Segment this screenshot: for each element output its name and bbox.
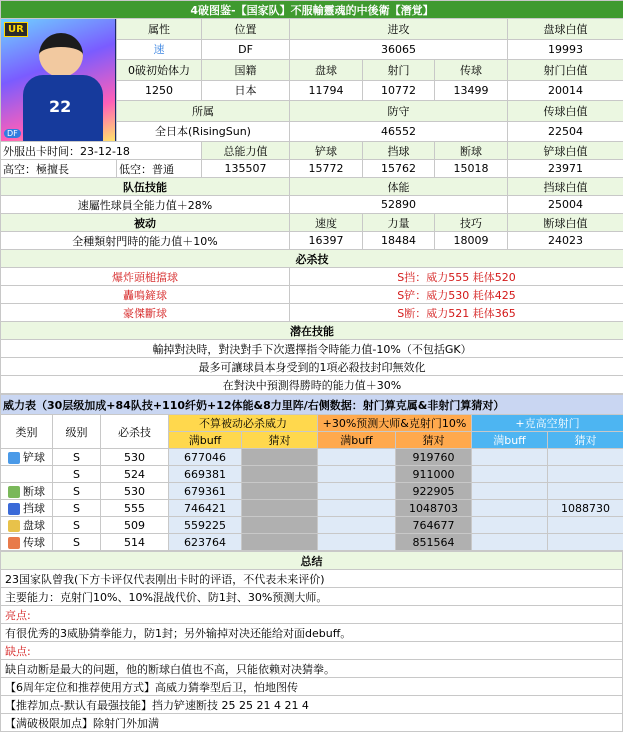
- special-skill-name: 豪傑斷球: [1, 304, 290, 322]
- label-tackle-base: 铲球白值: [508, 142, 623, 160]
- label-pass-base: 传球白值: [508, 101, 623, 122]
- value-tackle-base: 23971: [508, 160, 623, 178]
- cell-type-text: 断球: [23, 485, 45, 498]
- summary-header: 总结: [1, 552, 623, 570]
- cell-level-text: S: [73, 484, 80, 498]
- value-dribble: 11794: [290, 80, 363, 101]
- value-attribute: 速: [117, 39, 202, 60]
- cell-skill-power: [101, 466, 169, 483]
- cell-base-guess: [242, 517, 318, 534]
- cell-base-full-buff: [169, 449, 242, 466]
- value-intercept: 15018: [435, 160, 508, 178]
- card-title: 4破图鉴-【国家队】不服輸靈魂的中後衛【潛覚】: [1, 1, 623, 19]
- value-position: DF: [202, 39, 290, 60]
- value-block-base: 25004: [508, 196, 623, 214]
- sub-full-buff: 满buff: [318, 432, 396, 449]
- cell-high-full-buff: [472, 500, 548, 517]
- summary-line: 主要能力：克射门10%、10%混战代价、防1封、30%预测大师。: [1, 588, 623, 606]
- block-icon: [8, 520, 20, 532]
- cell-predict-full-buff: [318, 500, 396, 517]
- cell-level: [53, 483, 101, 500]
- cell-base-full-buff-text: 679361: [184, 484, 226, 498]
- cell-skill-power-text: 530: [124, 450, 145, 464]
- cell-high-guess-text: 1088730: [561, 501, 610, 515]
- value-block: 15762: [363, 160, 435, 178]
- label-dribble: 盘球: [290, 60, 363, 81]
- value-power: 18484: [363, 232, 435, 250]
- cell-type: [1, 466, 53, 483]
- cell-base-guess: [242, 483, 318, 500]
- cell-base-guess: [242, 534, 318, 551]
- label-technique: 技巧: [435, 214, 508, 232]
- cell-base-full-buff: [169, 517, 242, 534]
- power-row: [1, 449, 623, 466]
- cell-type: [1, 500, 53, 517]
- cell-skill-power: [101, 517, 169, 534]
- cell-high-full-buff: [472, 483, 548, 500]
- summary-line: 【6周年定位和推荐使用方式】高威力猜拳型后卫，怕地图传: [1, 678, 623, 696]
- label-power: 力量: [363, 214, 435, 232]
- summary-line: 【推荐加点-默认有最强技能】挡力铲速断技 25 25 21 4 21 4: [1, 696, 623, 714]
- cell-base-full-buff-text: 623764: [184, 535, 226, 549]
- cell-type-text: 盘球: [23, 519, 45, 532]
- cell-level: [53, 466, 101, 483]
- label-nationality: 国籍: [202, 60, 290, 81]
- cell-skill-power-text: 524: [124, 467, 145, 481]
- label-block-base: 挡球白值: [508, 178, 623, 196]
- cell-level-text: S: [73, 535, 80, 549]
- value-technique: 18009: [435, 232, 508, 250]
- cell-high-guess: [548, 483, 623, 500]
- power-table-title: 威力表（30层级加成+84队技+110纤奶+12体能&8力里阵/右侧数据：射门算克属&非射门算猜对）: [1, 395, 623, 415]
- power-row: [1, 483, 623, 500]
- group-base: 不算被动必杀威力: [169, 415, 318, 432]
- value-intercept-base: 24023: [508, 232, 623, 250]
- value-initial-stamina: 1250: [117, 80, 202, 101]
- label-intercept-base: 断球白值: [508, 214, 623, 232]
- position-badge: DF: [4, 129, 21, 138]
- special-skill-power: S铲：威力530 耗体425: [290, 286, 623, 304]
- value-shoot-base: 20014: [508, 80, 623, 101]
- cell-type: [1, 534, 53, 551]
- card-portrait: [1, 19, 117, 142]
- special-skill-name: 轟鳴鏟球: [1, 286, 290, 304]
- sub-guess: 猜对: [396, 432, 472, 449]
- cell-high-full-buff: [472, 534, 548, 551]
- label-tackle: 铲球: [290, 142, 363, 160]
- cell-type: [1, 517, 53, 534]
- value-stamina: 52890: [290, 196, 508, 214]
- label-shoot: 射门: [363, 60, 435, 81]
- summary-line: 亮点:: [1, 606, 623, 624]
- cell-high-guess: [548, 500, 623, 517]
- cell-predict-guess-text: 919760: [412, 450, 455, 464]
- cell-skill-power-text: 530: [124, 484, 145, 498]
- summary-line: 有很优秀的3威胁猜拳能力，防1封；另外输掉对决还能给对面debuff。: [1, 624, 623, 642]
- col-type: 类别: [1, 415, 53, 449]
- cell-base-guess: [242, 449, 318, 466]
- cell-predict-full-buff: [318, 483, 396, 500]
- cell-level: [53, 517, 101, 534]
- cell-high-guess: [548, 534, 623, 551]
- cell-level: [53, 500, 101, 517]
- cell-base-full-buff-text: 559225: [184, 518, 226, 532]
- cell-predict-full-buff: [318, 449, 396, 466]
- cell-base-full-buff-text: 677046: [184, 450, 226, 464]
- pass-icon: [8, 537, 20, 549]
- special-skill-name: 爆炸頭槌擋球: [1, 268, 290, 286]
- special-skill-power: S断：威力521 耗体365: [290, 304, 623, 322]
- label-attack: 进攻: [290, 19, 508, 40]
- value-pass: 13499: [435, 80, 508, 101]
- value-team: 全日本(RisingSun): [117, 121, 290, 142]
- label-attribute: 属性: [117, 19, 202, 40]
- label-initial-stamina: 0破初始体力: [117, 60, 202, 81]
- value-attack: 36065: [290, 39, 508, 60]
- special-skill-header: 必杀技: [1, 250, 623, 268]
- latent-skill-1: 輸掉對決時，對決對手下次選擇指令時能力值-10%（不包括GK）: [1, 340, 623, 358]
- latent-skill-header: 潜在技能: [1, 322, 623, 340]
- cell-predict-full-buff: [318, 534, 396, 551]
- cell-level: [53, 534, 101, 551]
- cell-skill-power: [101, 500, 169, 517]
- summary-line: 23国家队曾我(下方卡评仅代表刚出卡时的评语，不代表未来评价): [1, 570, 623, 588]
- power-table: [0, 394, 623, 551]
- sub-guess: 猜对: [242, 432, 318, 449]
- summary-line: 缺自动断是最大的问题，他的断球白值也不高，只能依赖对决猜拳。: [1, 660, 623, 678]
- special-skill-power: S挡：威力555 耗体520: [290, 268, 623, 286]
- cell-base-full-buff: [169, 483, 242, 500]
- cell-level-text: S: [73, 450, 80, 464]
- cell-predict-guess: [396, 449, 472, 466]
- label-shoot-base: 射门白值: [508, 60, 623, 81]
- cell-predict-guess: [396, 517, 472, 534]
- label-intercept: 断球: [435, 142, 508, 160]
- passive-text: 全種類射門時的能力值＋10%: [1, 232, 290, 250]
- cell-predict-guess: [396, 483, 472, 500]
- low-ball: 低空：普通: [117, 160, 202, 178]
- cell-base-full-buff: [169, 466, 242, 483]
- cell-skill-power-text: 555: [124, 501, 145, 515]
- cell-predict-guess: [396, 466, 472, 483]
- rarity-badge: UR: [4, 22, 28, 37]
- high-ball: 高空：極擅長: [1, 160, 117, 178]
- release-date: 外服出卡时间：23-12-18: [1, 142, 202, 160]
- cell-high-full-buff: [472, 517, 548, 534]
- col-skill: 必杀技: [101, 415, 169, 449]
- cell-high-full-buff: [472, 466, 548, 483]
- value-nationality: 日本: [202, 80, 290, 101]
- value-shoot: 10772: [363, 80, 435, 101]
- dribble-icon: [8, 486, 20, 498]
- power-row: [1, 534, 623, 551]
- cell-skill-power: [101, 449, 169, 466]
- power-row: [1, 466, 623, 483]
- cell-type: [1, 449, 53, 466]
- cell-base-guess: [242, 466, 318, 483]
- power-row: [1, 517, 623, 534]
- value-tackle: 15772: [290, 160, 363, 178]
- sub-guess: 猜对: [548, 432, 623, 449]
- cell-predict-guess-text: 764677: [412, 518, 455, 532]
- cell-predict-full-buff: [318, 466, 396, 483]
- cell-high-guess: [548, 449, 623, 466]
- steal-icon: [8, 452, 20, 464]
- cell-base-full-buff-text: 746421: [184, 501, 226, 515]
- cell-level-text: S: [73, 501, 80, 515]
- label-block: 挡球: [363, 142, 435, 160]
- value-pass-base: 22504: [508, 121, 623, 142]
- cell-predict-guess-text: 911000: [412, 467, 455, 481]
- cell-level-text: S: [73, 467, 80, 481]
- latent-skill-3: 在對決中預測得勝時的能力值＋30%: [1, 376, 623, 394]
- sub-full-buff: 满buff: [472, 432, 548, 449]
- cell-base-full-buff: [169, 500, 242, 517]
- cell-skill-power-text: 514: [124, 535, 145, 549]
- cell-predict-guess: [396, 500, 472, 517]
- cell-base-full-buff: [169, 534, 242, 551]
- cell-type-text: 铲球: [23, 451, 45, 464]
- cell-level: [53, 449, 101, 466]
- label-team: 所属: [117, 101, 290, 122]
- cell-predict-guess-text: 922905: [412, 484, 455, 498]
- label-team-skill: 队伍技能: [1, 178, 290, 196]
- value-speed: 16397: [290, 232, 363, 250]
- label-total: 总能力值: [202, 142, 290, 160]
- value-dribble-base: 19993: [508, 39, 623, 60]
- cell-predict-guess-text: 1048703: [409, 501, 458, 515]
- label-position: 位置: [202, 19, 290, 40]
- group-high: +克高空射门: [472, 415, 623, 432]
- team-skill-text: 速屬性球員全能力值＋28%: [1, 196, 290, 214]
- shoot-icon: [8, 503, 20, 515]
- label-dribble-base: 盘球白值: [508, 19, 623, 40]
- cell-skill-power: [101, 483, 169, 500]
- summary-line: 【满破极限加点】除射门外加满: [1, 714, 623, 732]
- cell-skill-power: [101, 534, 169, 551]
- cell-type-text: 挡球: [23, 502, 45, 515]
- col-level: 级别: [53, 415, 101, 449]
- value-defense: 46552: [290, 121, 508, 142]
- latent-skill-2: 最多可讓球員本身受到的1項必殺技封印無效化: [1, 358, 623, 376]
- summary-table: [0, 551, 623, 732]
- label-passive: 被动: [1, 214, 290, 232]
- cell-high-guess: [548, 517, 623, 534]
- cell-high-guess: [548, 466, 623, 483]
- label-speed: 速度: [290, 214, 363, 232]
- cell-level-text: S: [73, 518, 80, 532]
- cell-base-full-buff-text: 669381: [184, 467, 226, 481]
- cell-base-guess: [242, 500, 318, 517]
- cell-predict-guess: [396, 534, 472, 551]
- jersey-number: 22: [49, 97, 72, 116]
- label-pass: 传球: [435, 60, 508, 81]
- summary-line: 缺点:: [1, 642, 623, 660]
- cell-type-text: 传球: [23, 536, 45, 549]
- cell-high-full-buff: [472, 449, 548, 466]
- player-head: [39, 33, 83, 77]
- value-total: 135507: [202, 160, 290, 178]
- cell-predict-full-buff: [318, 517, 396, 534]
- label-stamina: 体能: [290, 178, 508, 196]
- sub-full-buff: 满buff: [169, 432, 242, 449]
- cell-type: [1, 483, 53, 500]
- cell-predict-guess-text: 851564: [412, 535, 455, 549]
- label-defense: 防守: [290, 101, 508, 122]
- power-row: [1, 500, 623, 517]
- cell-skill-power-text: 509: [124, 518, 145, 532]
- group-predict: +30%预测大师&克射门10%: [318, 415, 472, 432]
